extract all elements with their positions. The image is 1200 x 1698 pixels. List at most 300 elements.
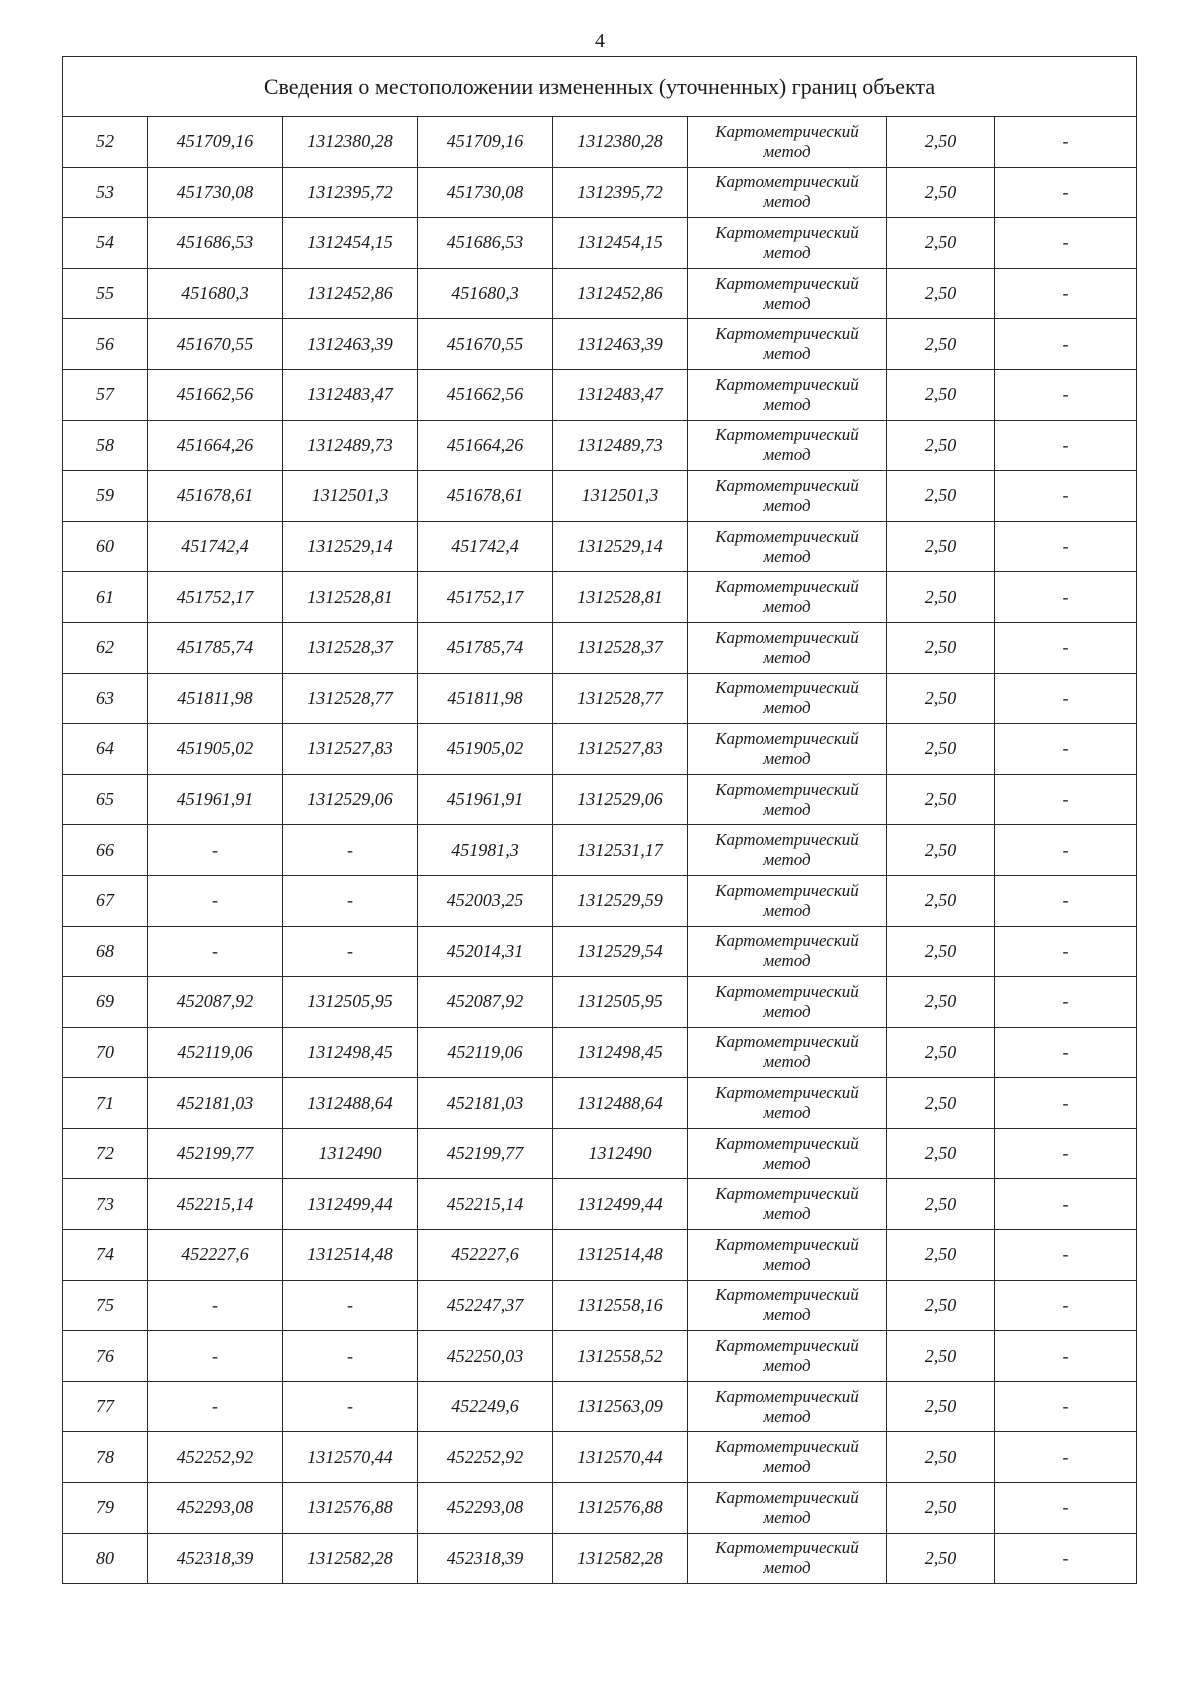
existing-y-cell: - (283, 1280, 418, 1331)
accuracy-cell: 2,50 (887, 319, 995, 370)
existing-y-cell: 1312488,64 (283, 1078, 418, 1129)
method-cell (688, 167, 887, 218)
accuracy-cell: 2,50 (887, 1280, 995, 1331)
method-line-1: Картометрический (715, 830, 859, 850)
boundary-coordinates-table (62, 56, 1137, 1584)
existing-x-cell: 452252,92 (148, 1432, 283, 1483)
refined-x-cell: 452250,03 (418, 1331, 553, 1382)
refined-y-cell: 1312576,88 (553, 1483, 688, 1534)
refined-x-cell: 451686,53 (418, 218, 553, 269)
method-line-1: Картометрический (715, 1133, 859, 1153)
existing-y-cell: 1312505,95 (283, 977, 418, 1028)
note-cell: - (995, 1128, 1137, 1179)
note-cell: - (995, 471, 1137, 522)
refined-x-cell: 452318,39 (418, 1533, 553, 1584)
refined-x-cell: 451961,91 (418, 774, 553, 825)
table-row (63, 420, 1137, 471)
accuracy-cell: 2,50 (887, 1381, 995, 1432)
refined-y-cell: 1312529,54 (553, 926, 688, 977)
method-cell (688, 1483, 887, 1534)
method-line-1: Картометрический (715, 1083, 859, 1103)
existing-y-cell: 1312527,83 (283, 724, 418, 775)
method-line-2: метод (763, 1001, 811, 1021)
existing-y-cell: - (283, 1381, 418, 1432)
point-number-cell: 65 (63, 774, 148, 825)
method-line-1: Картометрический (715, 526, 859, 546)
point-number-cell: 78 (63, 1432, 148, 1483)
method-cell (688, 774, 887, 825)
table-row (63, 319, 1137, 370)
existing-x-cell: 451742,4 (148, 521, 283, 572)
method-line-2: метод (763, 1558, 811, 1578)
note-cell: - (995, 825, 1137, 876)
refined-y-cell: 1312529,14 (553, 521, 688, 572)
existing-x-cell: 451680,3 (148, 268, 283, 319)
refined-x-cell: 451662,56 (418, 369, 553, 420)
table-row (63, 1381, 1137, 1432)
table-row (63, 572, 1137, 623)
method-line-1: Картометрический (715, 931, 859, 951)
accuracy-cell: 2,50 (887, 1230, 995, 1281)
method-line-1: Картометрический (715, 577, 859, 597)
note-cell: - (995, 268, 1137, 319)
existing-y-cell: 1312498,45 (283, 1027, 418, 1078)
existing-y-cell: 1312489,73 (283, 420, 418, 471)
refined-y-cell: 1312490 (553, 1128, 688, 1179)
method-line-1: Картометрический (715, 1437, 859, 1457)
table-row (63, 724, 1137, 775)
method-line-1: Картометрический (715, 1285, 859, 1305)
note-cell: - (995, 622, 1137, 673)
note-cell: - (995, 167, 1137, 218)
refined-y-cell: 1312570,44 (553, 1432, 688, 1483)
point-number-cell: 70 (63, 1027, 148, 1078)
note-cell: - (995, 319, 1137, 370)
method-cell (688, 420, 887, 471)
point-number-cell: 60 (63, 521, 148, 572)
accuracy-cell: 2,50 (887, 825, 995, 876)
boundary-table-wrapper (62, 56, 1136, 1584)
point-number-cell: 67 (63, 875, 148, 926)
accuracy-cell: 2,50 (887, 622, 995, 673)
note-cell: - (995, 117, 1137, 168)
existing-y-cell: 1312454,15 (283, 218, 418, 269)
table-row (63, 1432, 1137, 1483)
accuracy-cell: 2,50 (887, 572, 995, 623)
refined-y-cell: 1312488,64 (553, 1078, 688, 1129)
method-line-2: метод (763, 1406, 811, 1426)
method-line-2: метод (763, 192, 811, 212)
table-row (63, 926, 1137, 977)
method-line-1: Картометрический (715, 1487, 859, 1507)
method-cell (688, 369, 887, 420)
existing-x-cell: 451662,56 (148, 369, 283, 420)
table-row (63, 774, 1137, 825)
method-line-1: Картометрический (715, 678, 859, 698)
accuracy-cell: 2,50 (887, 1027, 995, 1078)
method-cell (688, 471, 887, 522)
refined-y-cell: 1312395,72 (553, 167, 688, 218)
table-row (63, 825, 1137, 876)
accuracy-cell: 2,50 (887, 521, 995, 572)
accuracy-cell: 2,50 (887, 1128, 995, 1179)
refined-y-cell: 1312558,16 (553, 1280, 688, 1331)
accuracy-cell: 2,50 (887, 673, 995, 724)
refined-y-cell: 1312505,95 (553, 977, 688, 1028)
existing-x-cell: 451752,17 (148, 572, 283, 623)
table-title: Сведения о местоположении измененных (уточненных) границ объекта (63, 57, 1137, 117)
existing-x-cell: 452119,06 (148, 1027, 283, 1078)
existing-x-cell: 451961,91 (148, 774, 283, 825)
refined-y-cell: 1312582,28 (553, 1533, 688, 1584)
refined-x-cell: 451742,4 (418, 521, 553, 572)
note-cell: - (995, 1483, 1137, 1534)
accuracy-cell: 2,50 (887, 167, 995, 218)
refined-x-cell: 452293,08 (418, 1483, 553, 1534)
method-cell (688, 977, 887, 1028)
note-cell: - (995, 1179, 1137, 1230)
refined-y-cell: 1312528,77 (553, 673, 688, 724)
refined-x-cell: 452227,6 (418, 1230, 553, 1281)
existing-x-cell: 451811,98 (148, 673, 283, 724)
existing-y-cell: - (283, 875, 418, 926)
method-line-1: Картометрический (715, 324, 859, 344)
refined-x-cell: 452252,92 (418, 1432, 553, 1483)
method-line-1: Картометрический (715, 374, 859, 394)
existing-x-cell: 451664,26 (148, 420, 283, 471)
method-line-2: метод (763, 647, 811, 667)
accuracy-cell: 2,50 (887, 369, 995, 420)
point-number-cell: 55 (63, 268, 148, 319)
note-cell: - (995, 218, 1137, 269)
refined-y-cell: 1312499,44 (553, 1179, 688, 1230)
note-cell: - (995, 1078, 1137, 1129)
method-cell (688, 319, 887, 370)
table-row (63, 1128, 1137, 1179)
method-cell (688, 1179, 887, 1230)
method-line-2: метод (763, 1305, 811, 1325)
note-cell: - (995, 977, 1137, 1028)
method-line-1: Картометрический (715, 172, 859, 192)
table-row (63, 1533, 1137, 1584)
method-line-1: Картометрический (715, 425, 859, 445)
table-title-row (63, 57, 1137, 117)
note-cell: - (995, 1280, 1137, 1331)
accuracy-cell: 2,50 (887, 218, 995, 269)
method-line-2: метод (763, 1254, 811, 1274)
note-cell: - (995, 875, 1137, 926)
method-cell (688, 875, 887, 926)
existing-y-cell: 1312395,72 (283, 167, 418, 218)
method-cell (688, 1230, 887, 1281)
table-row (63, 1027, 1137, 1078)
method-cell (688, 1027, 887, 1078)
method-line-1: Картометрический (715, 1032, 859, 1052)
existing-y-cell: 1312501,3 (283, 471, 418, 522)
refined-x-cell: 451680,3 (418, 268, 553, 319)
existing-y-cell: 1312528,37 (283, 622, 418, 673)
existing-y-cell: 1312528,81 (283, 572, 418, 623)
refined-x-cell: 452003,25 (418, 875, 553, 926)
existing-y-cell: 1312529,14 (283, 521, 418, 572)
point-number-cell: 63 (63, 673, 148, 724)
note-cell: - (995, 572, 1137, 623)
method-cell (688, 825, 887, 876)
table-row (63, 117, 1137, 168)
point-number-cell: 59 (63, 471, 148, 522)
method-line-2: метод (763, 748, 811, 768)
note-cell: - (995, 673, 1137, 724)
refined-x-cell: 451981,3 (418, 825, 553, 876)
note-cell: - (995, 1027, 1137, 1078)
refined-x-cell: 451730,08 (418, 167, 553, 218)
point-number-cell: 74 (63, 1230, 148, 1281)
refined-x-cell: 452119,06 (418, 1027, 553, 1078)
table-row (63, 1078, 1137, 1129)
refined-y-cell: 1312489,73 (553, 420, 688, 471)
point-number-cell: 54 (63, 218, 148, 269)
method-cell (688, 673, 887, 724)
method-line-1: Картометрический (715, 880, 859, 900)
method-line-2: метод (763, 394, 811, 414)
accuracy-cell: 2,50 (887, 774, 995, 825)
refined-y-cell: 1312514,48 (553, 1230, 688, 1281)
accuracy-cell: 2,50 (887, 1078, 995, 1129)
existing-x-cell: - (148, 926, 283, 977)
existing-y-cell: - (283, 926, 418, 977)
existing-y-cell: 1312582,28 (283, 1533, 418, 1584)
refined-y-cell: 1312527,83 (553, 724, 688, 775)
method-line-2: метод (763, 141, 811, 161)
existing-y-cell: 1312380,28 (283, 117, 418, 168)
method-line-1: Картометрический (715, 222, 859, 242)
method-line-2: метод (763, 293, 811, 313)
existing-y-cell: - (283, 825, 418, 876)
note-cell: - (995, 420, 1137, 471)
note-cell: - (995, 1331, 1137, 1382)
refined-y-cell: 1312501,3 (553, 471, 688, 522)
existing-y-cell: 1312576,88 (283, 1483, 418, 1534)
refined-x-cell: 451811,98 (418, 673, 553, 724)
table-row (63, 875, 1137, 926)
existing-y-cell: 1312452,86 (283, 268, 418, 319)
existing-x-cell: 452181,03 (148, 1078, 283, 1129)
refined-y-cell: 1312528,37 (553, 622, 688, 673)
refined-y-cell: 1312531,17 (553, 825, 688, 876)
refined-x-cell: 452199,77 (418, 1128, 553, 1179)
existing-y-cell: - (283, 1331, 418, 1382)
note-cell: - (995, 521, 1137, 572)
table-row (63, 1483, 1137, 1534)
method-line-1: Картометрический (715, 981, 859, 1001)
method-line-2: метод (763, 1507, 811, 1527)
method-line-2: метод (763, 597, 811, 617)
refined-x-cell: 452181,03 (418, 1078, 553, 1129)
point-number-cell: 64 (63, 724, 148, 775)
refined-x-cell: 451670,55 (418, 319, 553, 370)
method-line-2: метод (763, 1457, 811, 1477)
existing-y-cell: 1312499,44 (283, 1179, 418, 1230)
method-line-2: метод (763, 900, 811, 920)
table-row (63, 1280, 1137, 1331)
point-number-cell: 57 (63, 369, 148, 420)
point-number-cell: 52 (63, 117, 148, 168)
point-number-cell: 79 (63, 1483, 148, 1534)
existing-x-cell: 451686,53 (148, 218, 283, 269)
method-cell (688, 1331, 887, 1382)
existing-y-cell: 1312463,39 (283, 319, 418, 370)
accuracy-cell: 2,50 (887, 420, 995, 471)
point-number-cell: 62 (63, 622, 148, 673)
method-line-2: метод (763, 546, 811, 566)
method-line-1: Картометрический (715, 779, 859, 799)
method-line-1: Картометрический (715, 1386, 859, 1406)
method-line-2: метод (763, 1204, 811, 1224)
point-number-cell: 53 (63, 167, 148, 218)
refined-y-cell: 1312498,45 (553, 1027, 688, 1078)
method-cell (688, 926, 887, 977)
note-cell: - (995, 774, 1137, 825)
table-row (63, 471, 1137, 522)
point-number-cell: 75 (63, 1280, 148, 1331)
refined-x-cell: 452215,14 (418, 1179, 553, 1230)
point-number-cell: 80 (63, 1533, 148, 1584)
existing-y-cell: 1312490 (283, 1128, 418, 1179)
refined-y-cell: 1312529,06 (553, 774, 688, 825)
existing-x-cell: - (148, 825, 283, 876)
refined-x-cell: 451905,02 (418, 724, 553, 775)
table-row (63, 622, 1137, 673)
accuracy-cell: 2,50 (887, 926, 995, 977)
method-line-2: метод (763, 242, 811, 262)
method-line-2: метод (763, 698, 811, 718)
page-number: 4 (595, 30, 605, 52)
refined-x-cell: 452014,31 (418, 926, 553, 977)
method-line-1: Картометрический (715, 728, 859, 748)
refined-y-cell: 1312452,86 (553, 268, 688, 319)
table-row (63, 977, 1137, 1028)
method-line-1: Картометрический (715, 1538, 859, 1558)
accuracy-cell: 2,50 (887, 117, 995, 168)
method-line-2: метод (763, 1103, 811, 1123)
existing-x-cell: 451785,74 (148, 622, 283, 673)
existing-y-cell: 1312514,48 (283, 1230, 418, 1281)
accuracy-cell: 2,50 (887, 875, 995, 926)
method-line-2: метод (763, 344, 811, 364)
point-number-cell: 73 (63, 1179, 148, 1230)
accuracy-cell: 2,50 (887, 1483, 995, 1534)
table-row (63, 1179, 1137, 1230)
existing-x-cell: 452087,92 (148, 977, 283, 1028)
existing-x-cell: - (148, 1331, 283, 1382)
method-cell (688, 1280, 887, 1331)
method-cell (688, 1078, 887, 1129)
method-cell (688, 117, 887, 168)
refined-y-cell: 1312529,59 (553, 875, 688, 926)
table-row (63, 1331, 1137, 1382)
method-line-1: Картометрический (715, 1336, 859, 1356)
method-line-2: метод (763, 445, 811, 465)
method-line-2: метод (763, 799, 811, 819)
note-cell: - (995, 1381, 1137, 1432)
accuracy-cell: 2,50 (887, 268, 995, 319)
method-line-1: Картометрический (715, 121, 859, 141)
point-number-cell: 68 (63, 926, 148, 977)
existing-x-cell: - (148, 1381, 283, 1432)
method-line-2: метод (763, 1356, 811, 1376)
existing-y-cell: 1312529,06 (283, 774, 418, 825)
accuracy-cell: 2,50 (887, 1533, 995, 1584)
point-number-cell: 71 (63, 1078, 148, 1129)
method-line-1: Картометрический (715, 627, 859, 647)
table-row (63, 1230, 1137, 1281)
method-line-2: метод (763, 850, 811, 870)
refined-x-cell: 451664,26 (418, 420, 553, 471)
note-cell: - (995, 369, 1137, 420)
note-cell: - (995, 1533, 1137, 1584)
table-row (63, 369, 1137, 420)
point-number-cell: 72 (63, 1128, 148, 1179)
refined-x-cell: 452087,92 (418, 977, 553, 1028)
note-cell: - (995, 1432, 1137, 1483)
existing-x-cell: 452293,08 (148, 1483, 283, 1534)
refined-y-cell: 1312563,09 (553, 1381, 688, 1432)
method-line-1: Картометрический (715, 1234, 859, 1254)
table-row (63, 673, 1137, 724)
table-row (63, 521, 1137, 572)
refined-y-cell: 1312463,39 (553, 319, 688, 370)
existing-x-cell: 451709,16 (148, 117, 283, 168)
method-line-2: метод (763, 495, 811, 515)
table-row (63, 167, 1137, 218)
point-number-cell: 58 (63, 420, 148, 471)
method-cell (688, 1381, 887, 1432)
method-line-2: метод (763, 1153, 811, 1173)
accuracy-cell: 2,50 (887, 471, 995, 522)
refined-y-cell: 1312454,15 (553, 218, 688, 269)
point-number-cell: 76 (63, 1331, 148, 1382)
existing-x-cell: - (148, 1280, 283, 1331)
note-cell: - (995, 926, 1137, 977)
accuracy-cell: 2,50 (887, 724, 995, 775)
refined-y-cell: 1312380,28 (553, 117, 688, 168)
method-line-1: Картометрический (715, 273, 859, 293)
method-cell (688, 1128, 887, 1179)
point-number-cell: 77 (63, 1381, 148, 1432)
refined-y-cell: 1312483,47 (553, 369, 688, 420)
accuracy-cell: 2,50 (887, 1179, 995, 1230)
existing-x-cell: 451905,02 (148, 724, 283, 775)
refined-x-cell: 451709,16 (418, 117, 553, 168)
existing-x-cell: - (148, 875, 283, 926)
existing-y-cell: 1312528,77 (283, 673, 418, 724)
existing-y-cell: 1312483,47 (283, 369, 418, 420)
method-cell (688, 622, 887, 673)
accuracy-cell: 2,50 (887, 977, 995, 1028)
method-cell (688, 1432, 887, 1483)
existing-x-cell: 451678,61 (148, 471, 283, 522)
existing-x-cell: 451670,55 (148, 319, 283, 370)
refined-y-cell: 1312528,81 (553, 572, 688, 623)
refined-x-cell: 451678,61 (418, 471, 553, 522)
table-row (63, 268, 1137, 319)
method-cell (688, 268, 887, 319)
refined-x-cell: 451785,74 (418, 622, 553, 673)
method-line-2: метод (763, 1052, 811, 1072)
existing-x-cell: 452227,6 (148, 1230, 283, 1281)
point-number-cell: 56 (63, 319, 148, 370)
method-cell (688, 218, 887, 269)
